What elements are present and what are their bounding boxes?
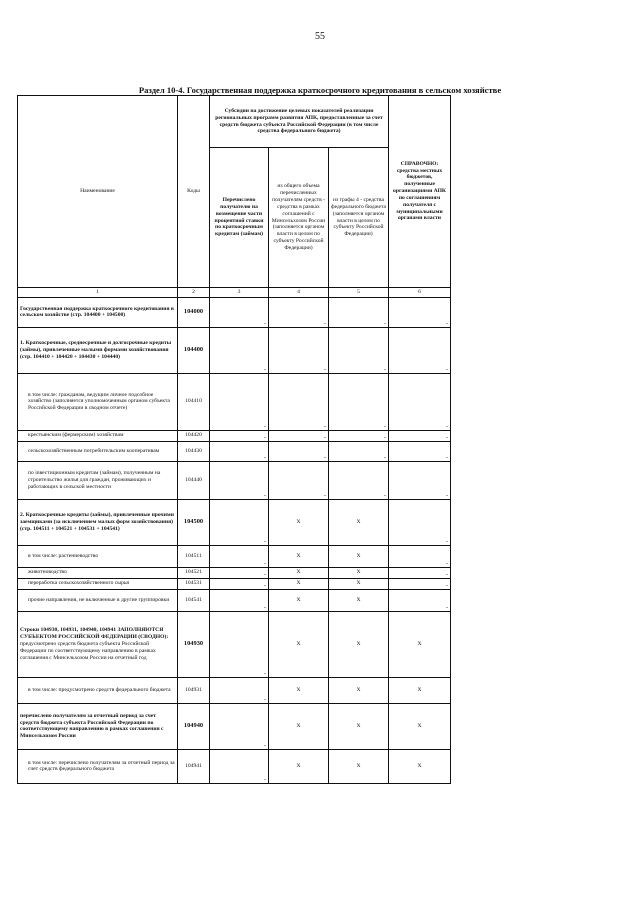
row-code: 104511 bbox=[178, 545, 210, 567]
value-cell[interactable] bbox=[210, 327, 269, 373]
value-cell[interactable] bbox=[329, 545, 389, 567]
value-cell[interactable] bbox=[329, 430, 389, 441]
dash-mark: - bbox=[264, 366, 266, 373]
row-label-text: в том числе: гражданам, ведущим личное подсобное хозяйство (заполняется уполномоченным органом субъекта Российской Федерации в сводном отчете) bbox=[28, 391, 170, 412]
row-label bbox=[18, 611, 178, 677]
value-cell[interactable] bbox=[210, 703, 269, 749]
cross-mark: X bbox=[417, 686, 422, 693]
dash-mark: - bbox=[384, 423, 387, 430]
cross-mark: X bbox=[356, 640, 361, 647]
row-code: 104400 bbox=[178, 327, 210, 373]
dash-mark: - bbox=[446, 454, 449, 461]
dash-mark: - bbox=[384, 320, 387, 327]
col-number: 2 bbox=[178, 288, 210, 298]
dash-mark: - bbox=[324, 454, 326, 461]
cross-mark: X bbox=[296, 580, 301, 587]
value-cell[interactable] bbox=[389, 373, 451, 430]
cross-mark: X bbox=[296, 552, 301, 559]
value-cell[interactable] bbox=[210, 578, 269, 589]
dash-mark: - bbox=[264, 696, 266, 703]
dash-mark: - bbox=[384, 492, 387, 499]
cross-mark: X bbox=[356, 518, 361, 525]
dash-mark: - bbox=[264, 776, 266, 783]
dash-mark: - bbox=[324, 434, 326, 441]
value-cell[interactable] bbox=[210, 373, 269, 430]
table-row bbox=[18, 703, 451, 749]
value-cell[interactable] bbox=[210, 611, 269, 677]
dash-mark: - bbox=[264, 582, 266, 589]
dash-mark: - bbox=[264, 571, 266, 578]
cross-mark: X bbox=[356, 552, 361, 559]
cross-mark: X bbox=[356, 569, 361, 576]
value-cell[interactable] bbox=[329, 297, 389, 327]
dash-mark: - bbox=[264, 492, 266, 499]
value-cell[interactable] bbox=[389, 567, 451, 578]
value-cell[interactable] bbox=[389, 611, 451, 677]
col-number: 4 bbox=[269, 288, 329, 298]
row-label: перечислено получателям за отчетный период за счет средств бюджета субъекта Российской Федерации по соответствующему направлению в рамках соглашения с Минсельхозом России bbox=[18, 703, 178, 749]
cross-mark: X bbox=[296, 686, 301, 693]
row-code: 104940 bbox=[178, 703, 210, 749]
value-cell[interactable] bbox=[210, 297, 269, 327]
value-cell[interactable] bbox=[389, 461, 451, 499]
dash-mark: - bbox=[446, 582, 449, 589]
row-label: 1. Краткосрочные, среднесрочные и долгосрочные кредиты (займы), привлеченные малыми формами хозяйствования (стр. 104410 + 104420 + 104430 + 104440) bbox=[18, 327, 178, 373]
table-row bbox=[18, 327, 451, 373]
dash-mark: - bbox=[384, 366, 387, 373]
table-row bbox=[18, 567, 451, 578]
col-number: 6 bbox=[389, 288, 451, 298]
dash-mark: - bbox=[446, 434, 449, 441]
value-cell[interactable] bbox=[269, 578, 329, 589]
value-cell[interactable] bbox=[269, 545, 329, 567]
value-cell[interactable] bbox=[269, 749, 329, 783]
cross-mark: X bbox=[296, 518, 301, 525]
value-cell[interactable] bbox=[329, 677, 389, 703]
value-cell[interactable] bbox=[389, 441, 451, 461]
row-label-text: в том числе: предусмотрено средств федерального бюджета bbox=[28, 686, 171, 693]
row-label bbox=[18, 749, 178, 783]
dash-mark: - bbox=[264, 538, 266, 545]
table-row bbox=[18, 441, 451, 461]
dash-mark: - bbox=[446, 571, 449, 578]
col-number: 3 bbox=[210, 288, 269, 298]
dash-mark: - bbox=[264, 320, 266, 327]
table-row bbox=[18, 677, 451, 703]
table-row bbox=[18, 611, 451, 677]
table-row bbox=[18, 589, 451, 611]
cross-mark: X bbox=[417, 762, 422, 769]
header-codes: Коды bbox=[178, 96, 210, 288]
value-cell[interactable] bbox=[269, 297, 329, 327]
row-label-text: сельскохозяйственным потребительским кооперативам bbox=[28, 447, 160, 454]
table-row bbox=[18, 545, 451, 567]
row-code: 104541 bbox=[178, 589, 210, 611]
value-cell[interactable] bbox=[329, 499, 389, 545]
value-cell[interactable] bbox=[269, 703, 329, 749]
row-code: 104930 bbox=[178, 611, 210, 677]
header-subsidy-group: Субсидии на достижение целевых показателей реализации региональных программ развития АПК, предоставленные за счет средств бюджета субъекта Российской Федерации (в том числе средства федерального бюджета) bbox=[210, 96, 389, 148]
value-cell[interactable] bbox=[210, 677, 269, 703]
value-cell[interactable] bbox=[389, 589, 451, 611]
value-cell[interactable] bbox=[269, 611, 329, 677]
cross-mark: X bbox=[296, 722, 301, 729]
header-name: Наименование bbox=[18, 96, 178, 288]
row-label-text: прочие направления, не включенные в другие группировки bbox=[28, 596, 170, 603]
value-cell[interactable] bbox=[269, 461, 329, 499]
value-cell[interactable] bbox=[210, 430, 269, 441]
dash-mark: - bbox=[264, 434, 266, 441]
row-label bbox=[18, 578, 178, 589]
value-cell[interactable] bbox=[389, 297, 451, 327]
row-label bbox=[18, 461, 178, 499]
cross-mark: X bbox=[296, 569, 301, 576]
row-label-text: животноводство bbox=[28, 569, 67, 576]
dash-mark: - bbox=[446, 320, 449, 327]
value-cell[interactable] bbox=[329, 567, 389, 578]
value-cell[interactable] bbox=[269, 441, 329, 461]
value-cell[interactable] bbox=[389, 545, 451, 567]
dash-mark: - bbox=[264, 423, 266, 430]
row-label-text: крестьянским (фермерским) хозяйствам bbox=[28, 432, 124, 439]
value-cell[interactable] bbox=[329, 703, 389, 749]
value-cell[interactable] bbox=[389, 677, 451, 703]
row-label-text: в том числе: перечислено получателям за отчетный период за счет средств федерального бюджета bbox=[28, 759, 175, 773]
column-numbers-row bbox=[18, 288, 451, 298]
dash-mark: - bbox=[446, 604, 449, 611]
cross-mark: X bbox=[356, 596, 361, 603]
dash-mark: - bbox=[324, 492, 326, 499]
dash-mark: - bbox=[446, 366, 449, 373]
row-label-text: в том числе: растениеводство bbox=[28, 552, 99, 559]
dash-mark: - bbox=[384, 434, 387, 441]
value-cell[interactable] bbox=[269, 499, 329, 545]
row-code: 104430 bbox=[178, 441, 210, 461]
row-code: 104941 bbox=[178, 749, 210, 783]
value-cell[interactable] bbox=[329, 589, 389, 611]
cross-mark: X bbox=[356, 722, 361, 729]
dash-mark: - bbox=[324, 366, 326, 373]
row-code: 104420 bbox=[178, 430, 210, 441]
value-cell[interactable] bbox=[329, 578, 389, 589]
row-code: 104500 bbox=[178, 499, 210, 545]
row-code: 104000 bbox=[178, 297, 210, 327]
value-cell[interactable] bbox=[269, 567, 329, 578]
value-cell[interactable] bbox=[389, 499, 451, 545]
table-row bbox=[18, 749, 451, 783]
row-label: Государственная поддержка краткосрочного кредитования в сельском хозяйстве (стр. 104400 + 104500) bbox=[18, 297, 178, 327]
cross-mark: X bbox=[417, 722, 422, 729]
value-cell[interactable] bbox=[210, 589, 269, 611]
value-cell[interactable] bbox=[389, 430, 451, 441]
value-cell[interactable] bbox=[389, 578, 451, 589]
row-label bbox=[18, 430, 178, 441]
value-cell[interactable] bbox=[210, 499, 269, 545]
row-code: 104440 bbox=[178, 461, 210, 499]
row-label bbox=[18, 545, 178, 567]
table-row bbox=[18, 461, 451, 499]
table-row bbox=[18, 499, 451, 545]
row-label bbox=[18, 589, 178, 611]
value-cell[interactable] bbox=[269, 373, 329, 430]
row-label-bold: Строки 104930, 104931, 104940, 104941 ЗАПОЛНЯЮТСЯ СУБЪЕКТОМ РОССИЙСКОЙ ФЕДЕРАЦИИ (СВОДНО): bbox=[20, 627, 169, 641]
value-cell[interactable] bbox=[210, 749, 269, 783]
header-col4: из общего объема перечисленных получателям средств - средства в рамках соглашений с Минсельхозом России (заполняется органом власти в целом по субъекту Российской Федерации) bbox=[269, 148, 329, 288]
cross-mark: X bbox=[356, 580, 361, 587]
dash-mark: - bbox=[324, 423, 326, 430]
row-label-text: по inвестиционным кредитам (займам), полученным на строительство жилья для граждан, проживающих и работающих в сельской местности bbox=[28, 470, 161, 490]
value-cell[interactable] bbox=[210, 461, 269, 499]
table-row bbox=[18, 373, 451, 430]
header-row-1 bbox=[18, 96, 451, 148]
value-cell[interactable] bbox=[329, 611, 389, 677]
row-label bbox=[18, 567, 178, 578]
row-label bbox=[18, 373, 178, 430]
cross-mark: X bbox=[296, 762, 301, 769]
header-col5: из графы 4 - средства федерального бюджета (заполняется органом власти в целом по субъекту Российской Федерации) bbox=[329, 148, 389, 288]
dash-mark: - bbox=[264, 742, 266, 749]
value-cell[interactable] bbox=[329, 461, 389, 499]
value-cell[interactable] bbox=[389, 327, 451, 373]
value-cell[interactable] bbox=[329, 441, 389, 461]
dash-mark: - bbox=[384, 454, 387, 461]
dash-mark: - bbox=[264, 604, 266, 611]
table-row bbox=[18, 578, 451, 589]
dash-mark: - bbox=[264, 454, 266, 461]
dash-mark: - bbox=[264, 670, 266, 677]
value-cell[interactable] bbox=[329, 373, 389, 430]
support-table bbox=[17, 95, 451, 784]
table-row bbox=[18, 430, 451, 441]
dash-mark: - bbox=[324, 320, 326, 327]
value-cell[interactable] bbox=[329, 327, 389, 373]
dash-mark: - bbox=[446, 560, 449, 567]
value-cell[interactable] bbox=[269, 677, 329, 703]
row-label-text: переработка сельскохозяйственного сырья bbox=[28, 580, 129, 587]
cross-mark: X bbox=[296, 640, 301, 647]
dash-mark: - bbox=[446, 492, 449, 499]
cross-mark: X bbox=[417, 640, 422, 647]
row-label: 2. Краткосрочные кредиты (займы), привлеченные прочими заемщиками (за исключением малых форм хозяйствования) (стр. 104511 + 104521 + 104531 + 104541) bbox=[18, 499, 178, 545]
row-label bbox=[18, 441, 178, 461]
row-label-text: предусмотрено средств бюджета субъекта Российской Федерации по соответствующему направлению в рамках соглашения с Минсельхозом России на отчетный год bbox=[20, 640, 156, 661]
row-code: 104410 bbox=[178, 373, 210, 430]
value-cell[interactable] bbox=[389, 749, 451, 783]
header-col3: Перечислено получателю на возмещение части процентной ставки по краткосрочным кредитам (займам) bbox=[210, 148, 269, 288]
row-code: 104931 bbox=[178, 677, 210, 703]
value-cell[interactable] bbox=[210, 545, 269, 567]
value-cell[interactable] bbox=[269, 327, 329, 373]
value-cell[interactable] bbox=[269, 430, 329, 441]
cross-mark: X bbox=[296, 596, 301, 603]
row-label bbox=[18, 677, 178, 703]
value-cell[interactable] bbox=[329, 749, 389, 783]
row-code: 104521 bbox=[178, 567, 210, 578]
cross-mark: X bbox=[356, 686, 361, 693]
value-cell[interactable] bbox=[269, 589, 329, 611]
cross-mark: X bbox=[356, 762, 361, 769]
row-code: 104531 bbox=[178, 578, 210, 589]
section-title: Раздел 10-4. Государственная поддержка краткосрочного кредитования в сельском хозяйстве bbox=[138, 85, 502, 95]
value-cell[interactable] bbox=[210, 441, 269, 461]
header-col6: СПРАВОЧНО: средства местных бюджетов, полученные организациями АПК по соглашениям получателя с муниципальными органами власти bbox=[389, 96, 451, 288]
table-row bbox=[18, 297, 451, 327]
value-cell[interactable] bbox=[210, 567, 269, 578]
value-cell[interactable] bbox=[389, 703, 451, 749]
col-number: 1 bbox=[18, 288, 178, 298]
col-number: 5 bbox=[329, 288, 389, 298]
page-number: 55 bbox=[315, 31, 325, 42]
dash-mark: - bbox=[446, 538, 449, 545]
dash-mark: - bbox=[264, 560, 266, 567]
dash-mark: - bbox=[446, 423, 449, 430]
